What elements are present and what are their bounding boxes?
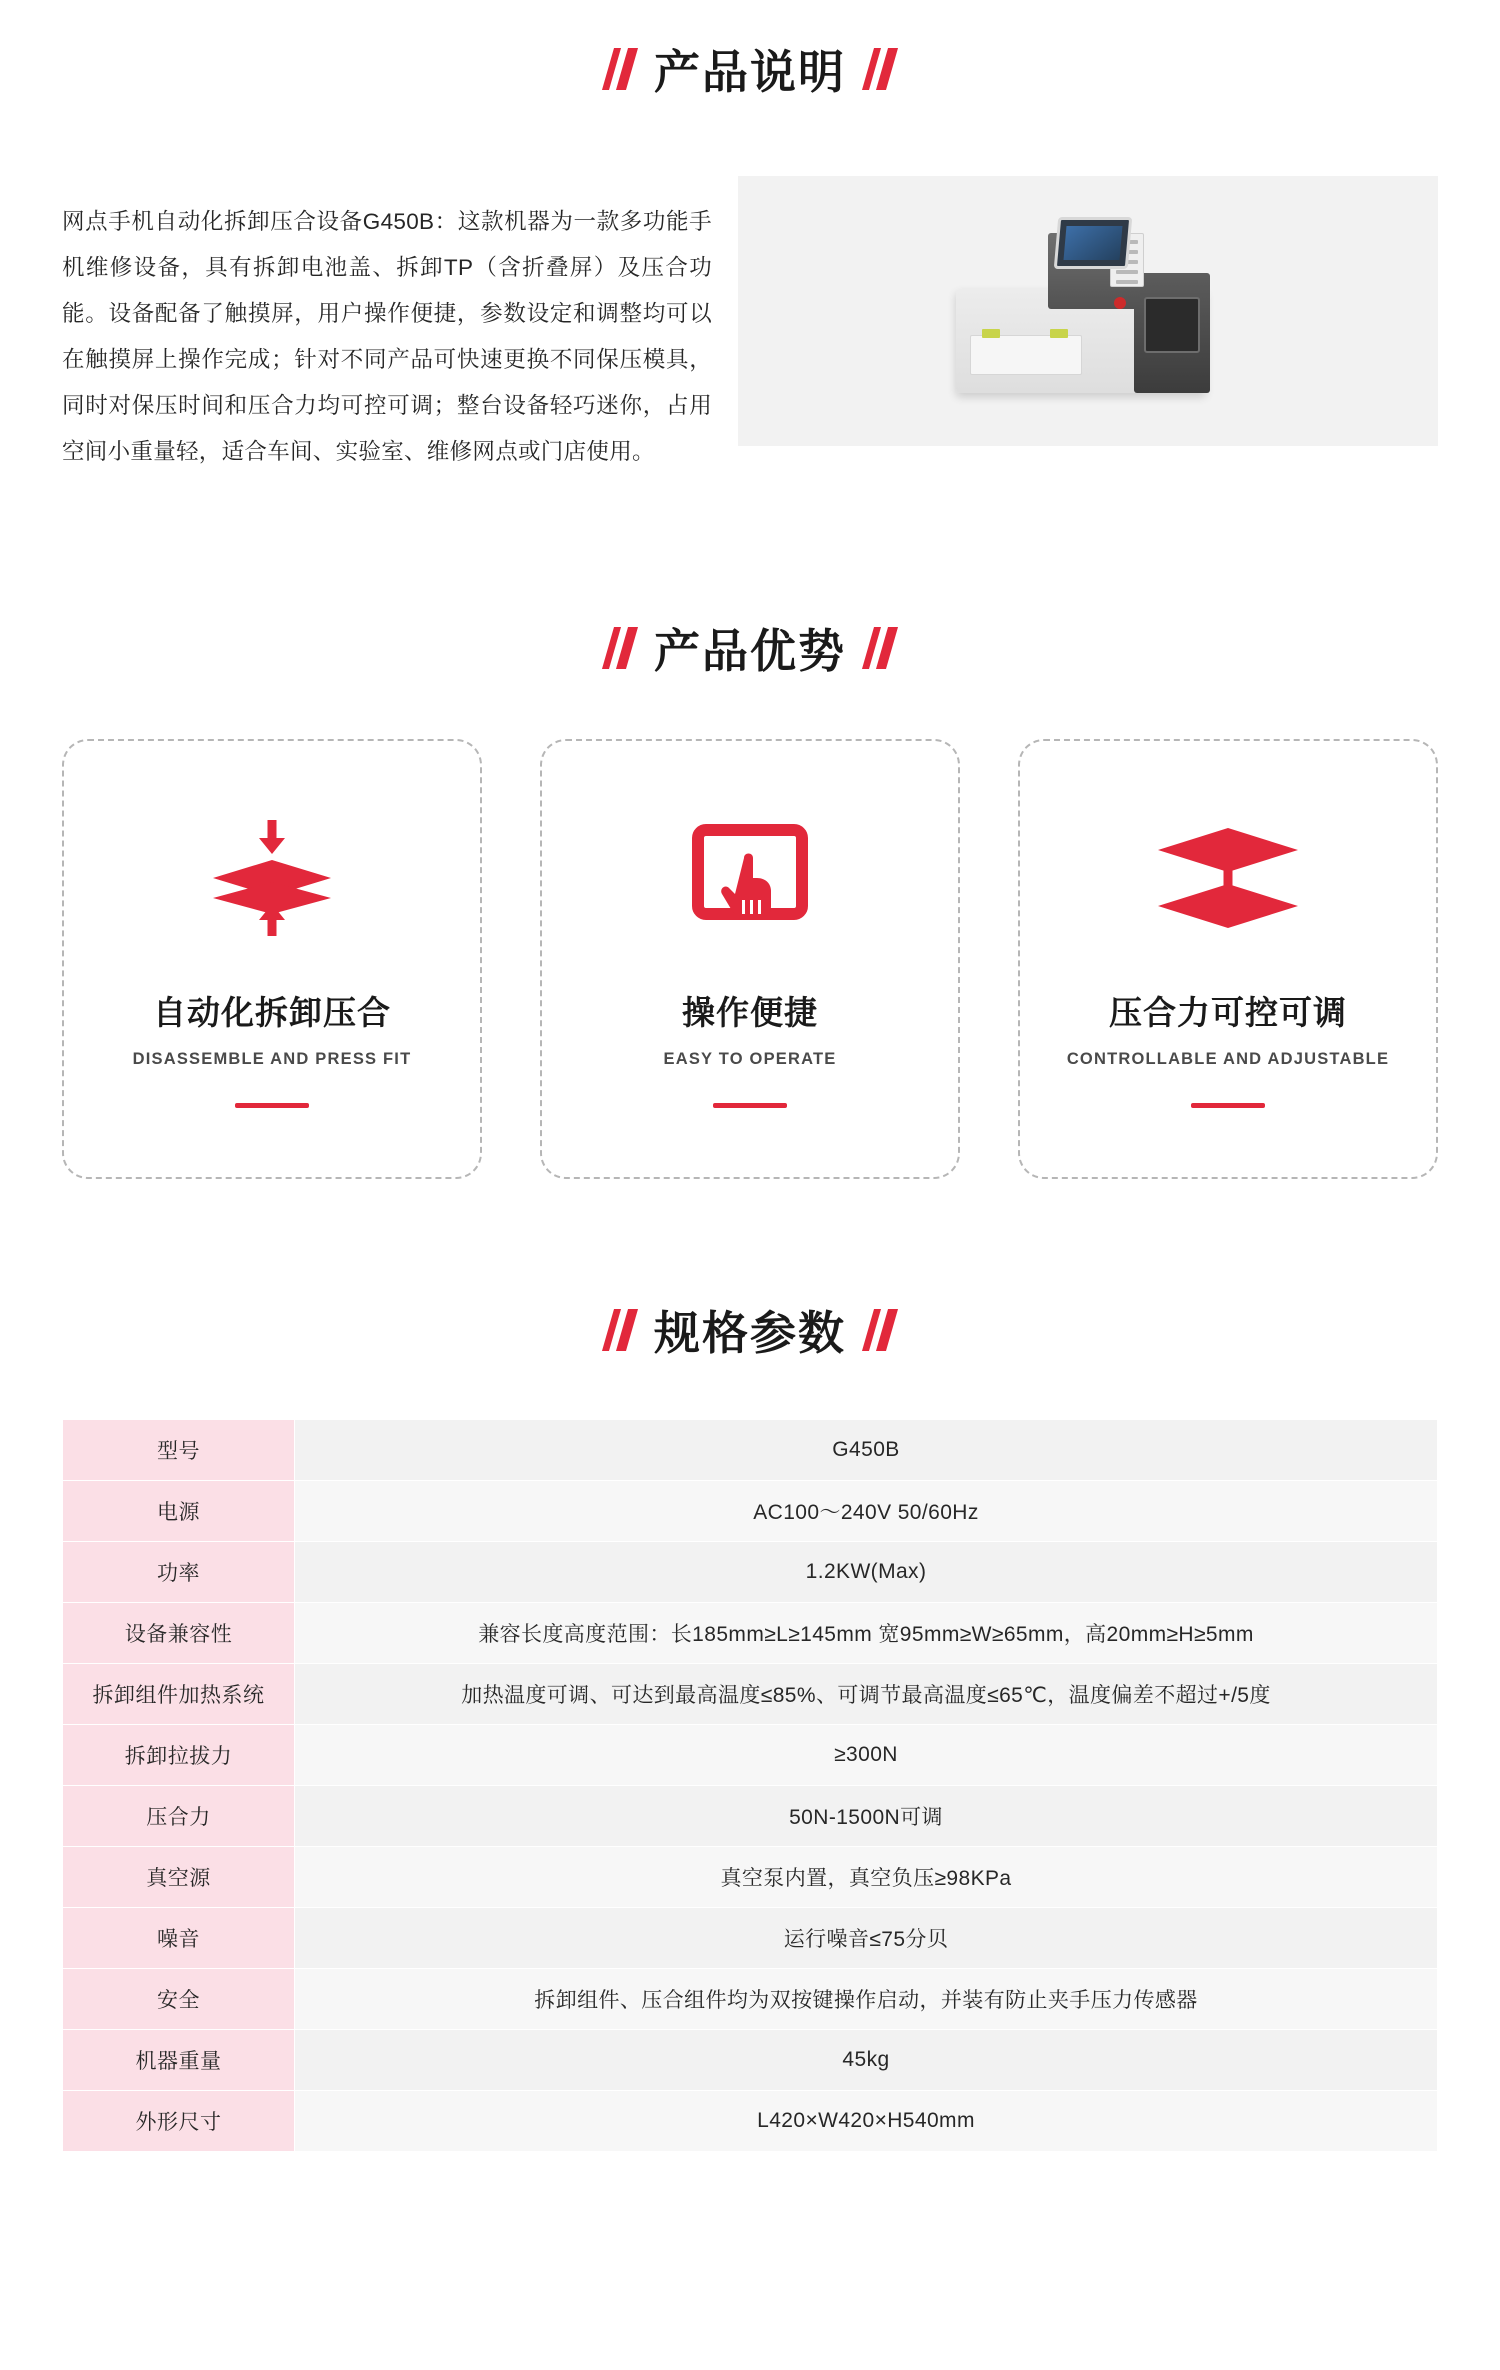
touch-screen-hand-icon <box>680 813 820 943</box>
spec-row <box>63 2091 1438 2152</box>
advantage-card <box>540 739 960 1179</box>
advantage-divider <box>713 1103 787 1108</box>
machine-touch-screen <box>1054 217 1133 269</box>
machine-sticker <box>982 329 1000 338</box>
advantage-subtitle: DISASSEMBLE AND PRESS FIT <box>132 1050 412 1068</box>
machine-illustration <box>938 211 1238 411</box>
spec-key: 型号 <box>63 1420 295 1481</box>
spec-row <box>63 1542 1438 1603</box>
machine-sticker <box>1050 329 1068 338</box>
advantage-subtitle: EASY TO OPERATE <box>663 1050 837 1068</box>
stacked-layers-press-icon <box>197 813 347 943</box>
product-photo <box>738 176 1438 446</box>
spec-row <box>63 1481 1438 1542</box>
slash-decoration-right <box>868 48 892 90</box>
spec-value: 拆卸组件、压合组件均为双按键操作启动，并装有防止夹手压力传感器 <box>295 1969 1438 2030</box>
spec-row <box>63 1908 1438 1969</box>
section-title-advantages <box>0 615 1500 681</box>
spec-key: 拆卸拉拔力 <box>63 1725 295 1786</box>
advantage-card <box>62 739 482 1179</box>
description-paragraph: 网点手机自动化拆卸压合设备G450B：这款机器为一款多功能手机维修设备，具有拆卸电池盖、拆卸TP（含折叠屏）及压合功能。设备配备了触摸屏，用户操作便捷，参数设定和调整均可以在触摸屏上操作完成；针对不同产品可快速更换不同保压模具，同时对保压时间和压合力均可控可调；整台设备轻巧迷你，占用空间小重量轻，适合车间、实验室、维修网点或门店使用。 <box>62 208 712 464</box>
section-title-description <box>0 36 1500 102</box>
advantage-divider <box>235 1103 309 1108</box>
spec-value: 真空泵内置，真空负压≥98KPa <box>295 1847 1438 1908</box>
spec-key: 设备兼容性 <box>63 1603 295 1664</box>
product-detail-page <box>0 36 1500 2370</box>
spec-value: ≥300N <box>295 1725 1438 1786</box>
slash-decoration-right <box>868 627 892 669</box>
spec-value: 兼容长度高度范围：长185mm≥L≥145mm 宽95mm≥W≥65mm，高20mm≥H≥5mm <box>295 1603 1438 1664</box>
spec-key: 压合力 <box>63 1786 295 1847</box>
spec-row <box>63 1603 1438 1664</box>
slash-decoration-right <box>868 1309 892 1351</box>
advantage-title: 压合力可控可调 <box>1109 994 1347 1031</box>
advantage-subtitle: CONTROLLABLE AND ADJUSTABLE <box>1066 1050 1390 1068</box>
slash-decoration-left <box>608 48 632 90</box>
machine-power-button <box>1114 297 1126 309</box>
spec-value: 45kg <box>295 2030 1438 2091</box>
spec-row <box>63 1420 1438 1481</box>
spec-value: 50N-1500N可调 <box>295 1786 1438 1847</box>
advantage-title: 操作便捷 <box>682 994 818 1031</box>
advantage-divider <box>1191 1103 1265 1108</box>
spec-key: 功率 <box>63 1542 295 1603</box>
description-block <box>0 176 1500 497</box>
spec-row <box>63 2030 1438 2091</box>
advantage-title: 自动化拆卸压合 <box>153 994 391 1031</box>
spec-key: 外形尺寸 <box>63 2091 295 2152</box>
spec-row <box>63 1664 1438 1725</box>
spec-key: 机器重量 <box>63 2030 295 2091</box>
section-heading-text: 规格参数 <box>654 1307 846 1359</box>
specifications-table <box>62 1419 1438 2152</box>
machine-window <box>1144 297 1200 353</box>
spec-row <box>63 1786 1438 1847</box>
spec-value: 1.2KW(Max) <box>295 1542 1438 1603</box>
spec-value: AC100～240V 50/60Hz <box>295 1481 1438 1542</box>
advantage-card <box>1018 739 1438 1179</box>
spec-value: L420×W420×H540mm <box>295 2091 1438 2152</box>
spec-key: 安全 <box>63 1969 295 2030</box>
slash-decoration-left <box>608 1309 632 1351</box>
slash-decoration-left <box>608 627 632 669</box>
section-heading-text: 产品说明 <box>654 46 846 98</box>
spec-key: 真空源 <box>63 1847 295 1908</box>
advantages-list <box>0 739 1500 1179</box>
spec-value: 加热温度可调、可达到最高温度≤85%、可调节最高温度≤65℃，温度偏差不超过+/5度 <box>295 1664 1438 1725</box>
section-title-specs <box>0 1297 1500 1363</box>
spec-row <box>63 1725 1438 1786</box>
spec-value: G450B <box>295 1420 1438 1481</box>
adjustable-force-icon <box>1148 813 1308 943</box>
spec-value: 运行噪音≤75分贝 <box>295 1908 1438 1969</box>
machine-tray <box>970 335 1082 375</box>
spec-row <box>63 1969 1438 2030</box>
spec-key: 电源 <box>63 1481 295 1542</box>
spec-row <box>63 1847 1438 1908</box>
spec-key: 噪音 <box>63 1908 295 1969</box>
spec-key: 拆卸组件加热系统 <box>63 1664 295 1725</box>
section-heading-text: 产品优势 <box>654 625 846 677</box>
